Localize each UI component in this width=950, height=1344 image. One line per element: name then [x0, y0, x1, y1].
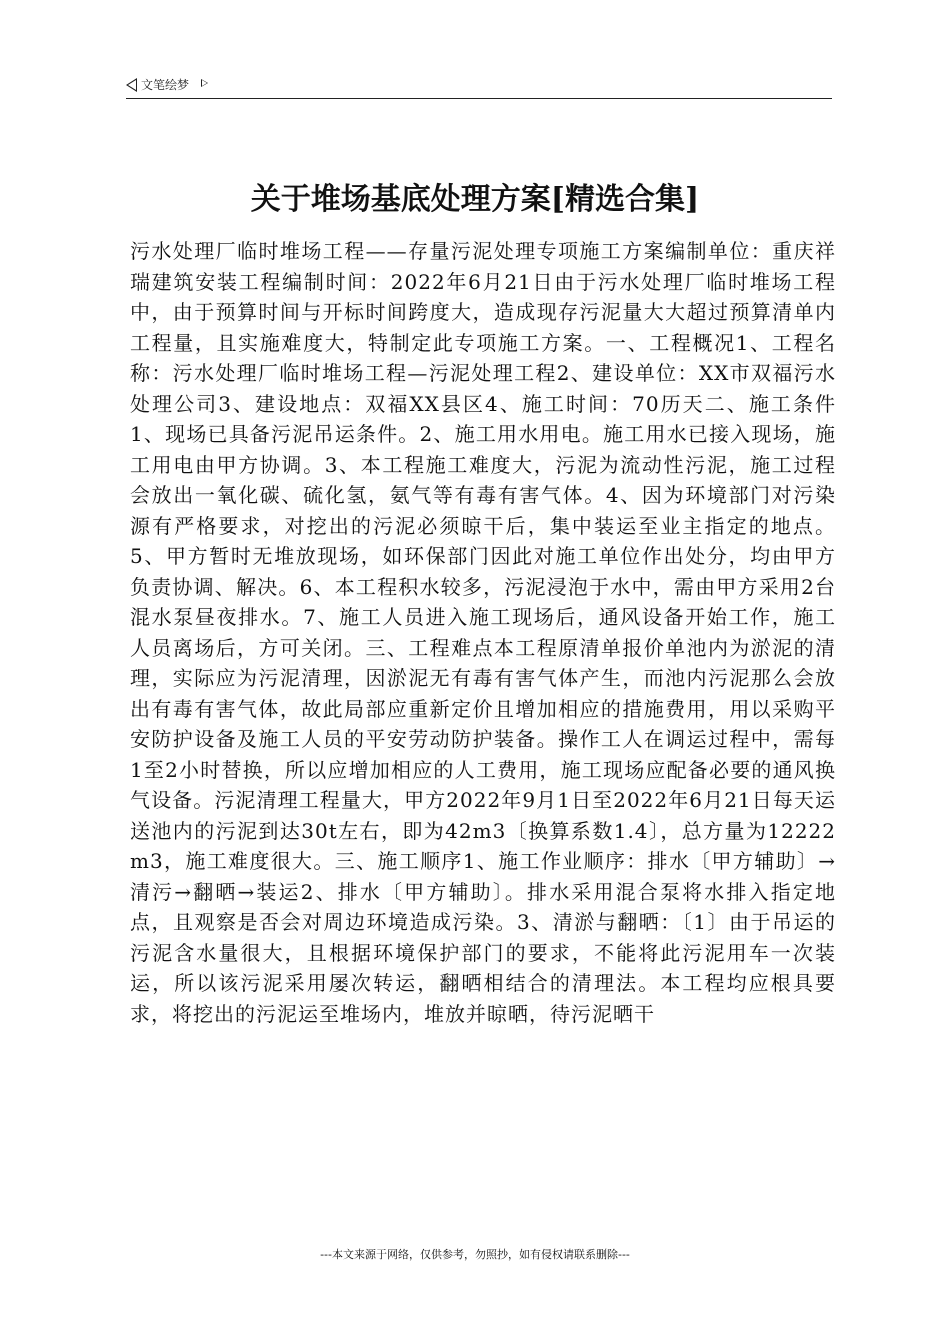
triangle-right-outline-icon: [201, 79, 208, 87]
header-brand-group: [126, 76, 208, 93]
document-title: 关于堆场基底处理方案[精选合集]: [250, 182, 700, 217]
triangle-left-outline-icon: [126, 78, 137, 92]
page-header: [126, 74, 832, 99]
header-brand: 文笔绘梦: [141, 78, 190, 92]
footer-notice: ---本文来源于网络，仅供参考，勿照抄，如有侵权请联系删除---: [320, 1248, 630, 1261]
document-body: 污水处理厂临时堆场工程——存量污泥处理专项施工方案编制单位：重庆祥瑞建筑安装工程编制时间：2022年6月21日由于污水处理厂临时堆场工程中，由于预算时间与开标时间跨度大，造成现存污泥量大大超过预算清单内工程量，且实施难度大，特制定此专项施工方案。一、工程概况1、工程名称：污水处理厂临时堆场工程—污泥处理工程2、建设单位：XX市双福污水处理公司3、建设地点：双福XX县区4、施工时间：70历天二、施工条件1、现场已具备污泥吊运条件。2、施工用水用电。施工用水已接入现场，施工用电由甲方协调。3、本工程施工难度大，污泥为流动性污泥，施工过程会放出一氧化碳、硫化氢，氨气等有毒有害气体。4、因为环境部门对污染源有严格要求，对挖出的污泥必须晾干后，集中装运至业主指定的地点。5、甲方暂时无堆放现场，如环保部门因此对施工单位作出处分，均由甲方负责协调、解决。6、本工程积水较多，污泥浸泡于水中，需由甲方采用2台混水泵昼夜排水。7、施工人员进入施工现场后，通风设备开始工作，施工人员离场后，方可关闭。三、工程难点本工程原清单报价单池内为淤泥的清理，实际应为污泥清理，因淤泥无有毒有害气体产生，而池内污泥那么会放出有毒有害气体，故此局部应重新定价且增加相应的措施费用，用以采购平安防护设备及施工人员的平安劳动防护装备。操作工人在调运过程中，需每1至2小时替换，所以应增加相应的人工费用，施工现场应配备必要的通风换气设备。污泥清理工程量大，甲方2022年9月1日至2022年6月21日每天运送池内的污泥到达30t左右，即为42m3〔换算系数1.4〕，总方量为12222m3，施工难度很大。三、施工顺序1、施工作业顺序：排水〔甲方辅助〕→清污→翻晒→装运2、排水〔甲方辅助〕。排水采用混合泵将水排入指定地点，且观察是否会对周边环境造成污染。3、清淤与翻晒：〔1〕由于吊运的污泥含水量很大，且根据环境保护部门的要求，不能将此污泥用车一次装运，所以该污泥采用屡次转运，翻晒相结合的清理法。本工程均应根具要求，将挖出的污泥运至堆场内，堆放并晾晒，待污泥晒干: [130, 239, 836, 1026]
